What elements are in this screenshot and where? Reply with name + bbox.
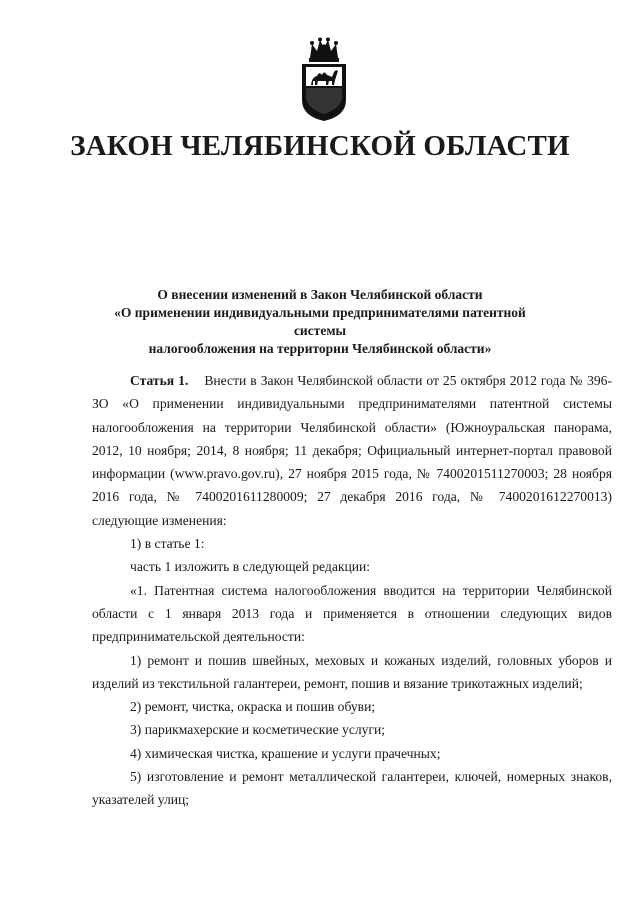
law-body xyxy=(92,369,612,812)
paragraph: 2) ремонт, чистка, окраска и пошив обуви; xyxy=(130,699,376,715)
law-title: ЗАКОН ЧЕЛЯБИНСКОЙ ОБЛАСТИ xyxy=(70,130,570,162)
paragraph: 3) парикмахерские и косметические услуги; xyxy=(130,722,386,738)
paragraph: 1) в статье 1: xyxy=(130,536,205,552)
subject-line: «О применении индивидуальными предпринимателями патентной системы xyxy=(114,305,526,338)
paragraph: 5) изготовление и ремонт металлической галантереи, ключей, номерных знаков, указателей улиц; xyxy=(92,769,612,808)
paragraph: 4) химическая чистка, крашение и услуги прачечных; xyxy=(130,745,441,761)
article-text: Внести в Закон Челябинской области от 25 октября 2012 года № 396-ЗО «О применении индивидуальными предпринимателями патентной системы налогообложения на территории Челябинской области» (Южноуральская панорама, 2012, 10 ноября; 2014, 8 ноября; 11 декабря; Официальный интернет-портал правовой информации (www.pravo.gov.ru), 27 ноября 2015 года, № 7400201511270003; 28 ноября 2016 года, № 7400201611280009; 27 декабря 2016 года, № 7400201612270013) следующие изменения: xyxy=(92,373,612,528)
article-label: Статья 1. xyxy=(130,373,189,388)
subject-line: О внесении изменений в Закон Челябинской области xyxy=(157,287,483,302)
law-subject xyxy=(90,286,550,358)
article-1-paragraph xyxy=(92,369,612,532)
crown-icon xyxy=(309,38,339,63)
coat-of-arms-emblem xyxy=(296,36,352,122)
subject-line: налогообложения на территории Челябинской области» xyxy=(148,341,492,356)
paragraph: часть 1 изложить в следующей редакции: xyxy=(130,559,371,575)
paragraph: «1. Патентная система налогообложения вводится на территории Челябинской области с 1 января 2013 года и применяется в отношении следующих видов предпринимательской деятельности: xyxy=(92,582,612,645)
paragraph: 1) ремонт и пошив швейных, меховых и кожаных изделий, головных уборов и изделий из текстильной галантереи, ремонт, пошив и вязание трикотажных изделий; xyxy=(92,652,612,691)
